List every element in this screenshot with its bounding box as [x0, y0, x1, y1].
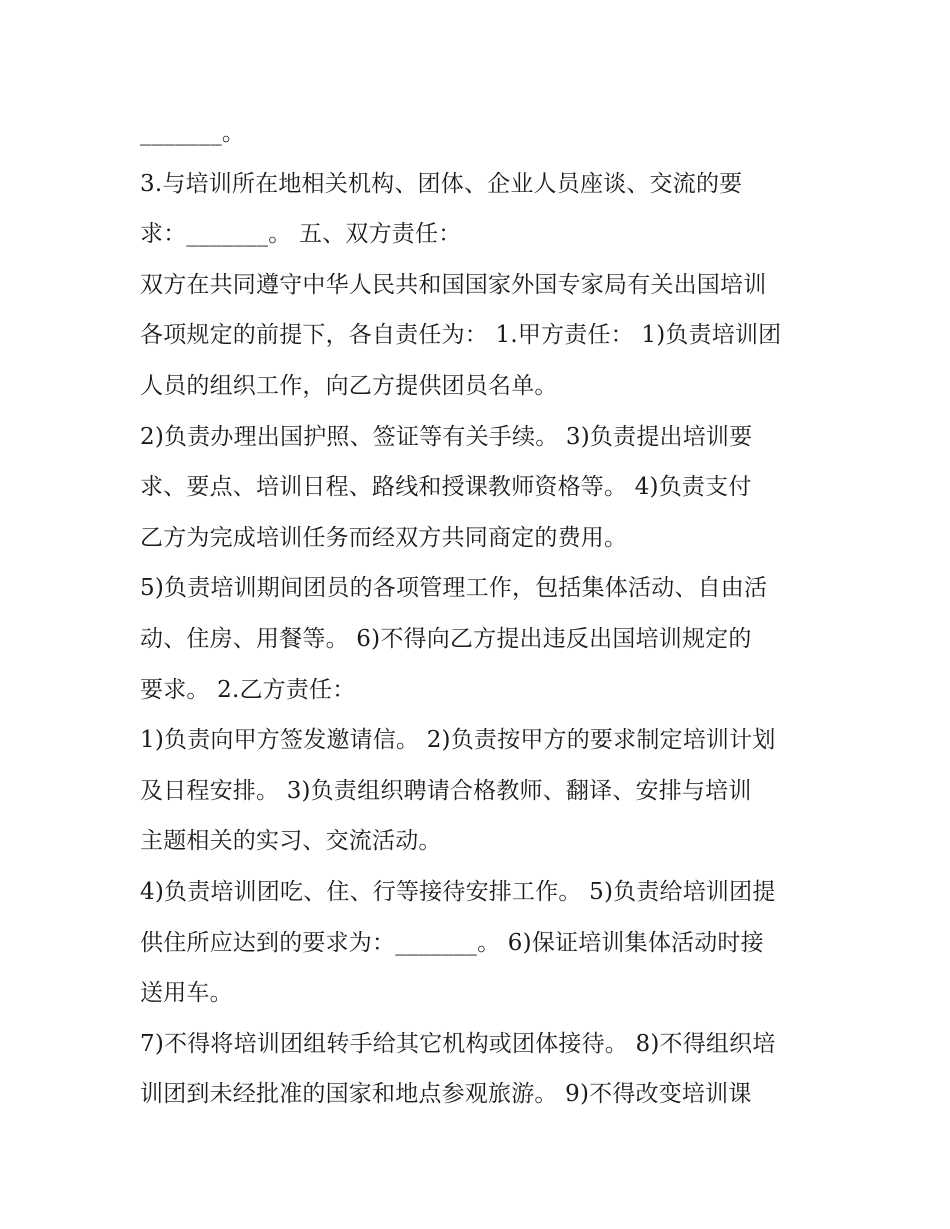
- text-line: 3.与培训所在地相关机构、团体、企业人员座谈、交流的要: [140, 170, 743, 197]
- text-line: 主题相关的实习、交流活动。: [140, 828, 442, 855]
- document-body: [140, 108, 820, 1120]
- text-line: 双方在共同遵守中华人民共和国国家外国专家局有关出国培训: [140, 271, 767, 298]
- text-line: 4)负责培训团吃、住、行等接待安排工作。 5)负责给培训团提: [140, 878, 776, 905]
- text-line: 2)负责办理出国护照、签证等有关手续。 3)负责提出培训要: [140, 423, 753, 450]
- text-line: 求、要点、培训日程、路线和授课教师资格等。 4)负责支付: [140, 474, 752, 501]
- text-line: 训团到未经批准的国家和地点参观旅游。 9)不得改变培训课: [140, 1081, 752, 1108]
- text-line: 各项规定的前提下，各自责任为： 1.甲方责任： 1)负责培训团: [140, 322, 782, 349]
- text-line: 1)负责向甲方签发邀请信。 2)负责按甲方的要求制定培训计划: [140, 727, 776, 754]
- text-line: _______。: [140, 120, 246, 146]
- text-line: 动、住房、用餐等。 6)不得向乙方提出违反出国培训规定的: [140, 625, 752, 652]
- text-line: 要求。 2.乙方责任：: [140, 676, 356, 703]
- text-line: 送用车。: [140, 980, 233, 1007]
- text-line: 供住所应达到的要求为：_______。 6)保证培训集体活动时接: [140, 929, 764, 956]
- text-line: 求：_______。 五、双方责任：: [140, 221, 462, 248]
- text-line: 乙方为完成培训任务而经双方共同商定的费用。: [140, 524, 628, 551]
- text-line: 及日程安排。 3)负责组织聘请合格教师、翻译、安排与培训: [140, 777, 752, 804]
- text-line: 人员的组织工作，向乙方提供团员名单。: [140, 372, 558, 399]
- text-line: 7)不得将培训团组转手给其它机构或团体接待。 8)不得组织培: [140, 1030, 776, 1057]
- text-line: 5)负责培训期间团员的各项管理工作，包括集体活动、自由活: [140, 575, 768, 602]
